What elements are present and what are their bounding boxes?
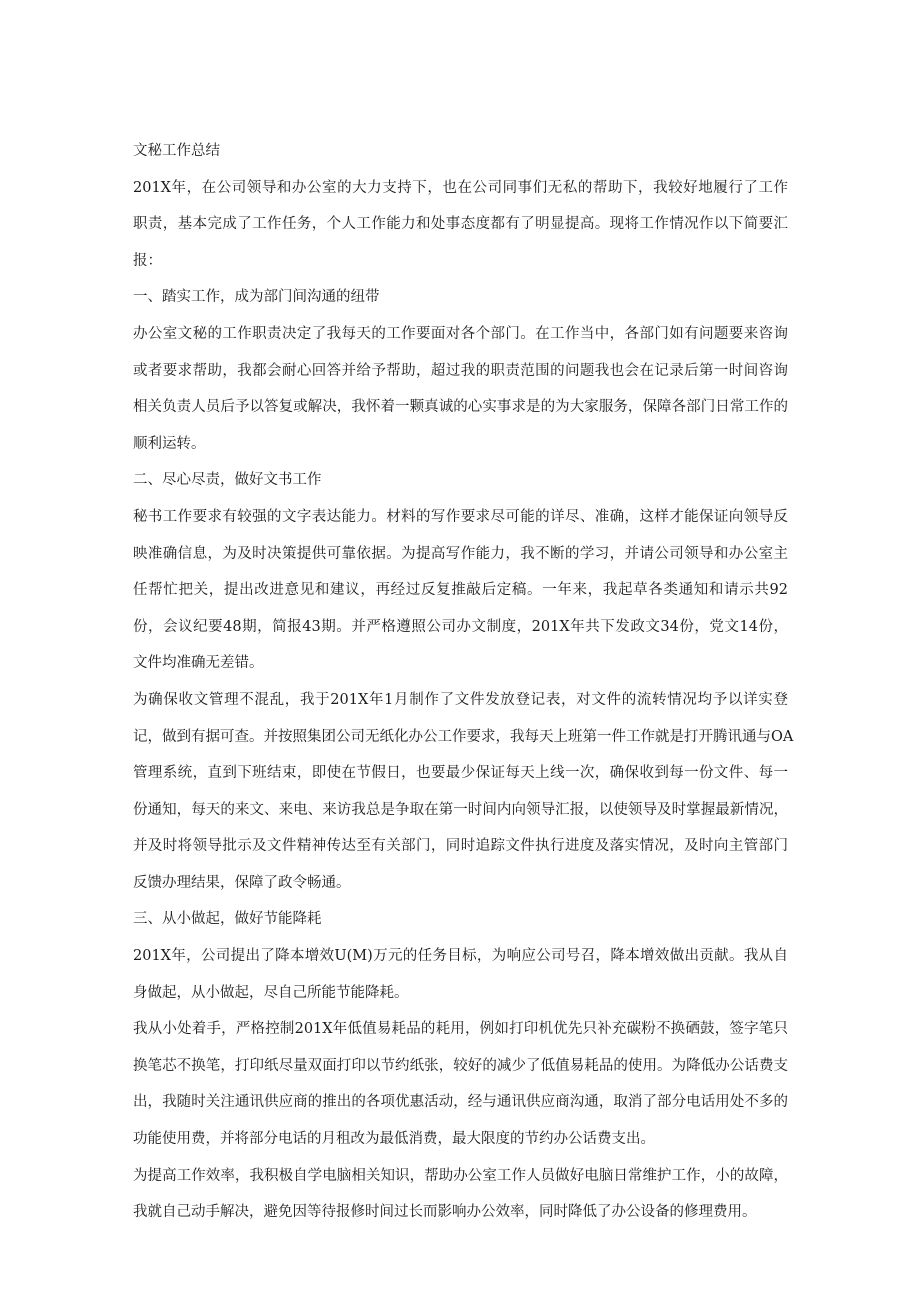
paragraph-line: 功能使用费，并将部分电话的月租改为最低消费，最大限度的节约办公话费支出。	[133, 1131, 655, 1148]
paragraph-line: 我就自己动手解决，避免因等待报修时间过长而影响办公效率，同时降低了办公设备的修理费用。	[133, 1204, 757, 1221]
paragraph-line: 身做起，从小做起，尽自己所能节能降耗。	[133, 984, 409, 1001]
paragraph-line: 任帮忙把关，提出改进意见和建议，再经过反复推敲后定稿。一年来，我起草各类通知和请示共92	[133, 582, 788, 599]
paragraph-section-2b	[133, 682, 794, 902]
paragraph-line: 为确保收文管理不混乱，我于201X年1月制作了文件发放登记表，对文件的流转情况均予以详实登	[133, 691, 788, 708]
section-heading-1: 一、踏实工作，成为部门间沟通的纽带	[133, 289, 380, 306]
paragraph-line: 换笔芯不换笔，打印纸尽量双面打印以节约纸张，较好的减少了低值易耗品的使用。为降低办公话费支	[133, 1057, 788, 1074]
paragraph-line: 顺利运转。	[133, 435, 206, 452]
paragraph-line: 记，做到有据可查。并按照集团公司无纸化办公工作要求，我每天上班第一件工作就是打开腾讯通与OA	[133, 728, 794, 745]
paragraph-intro	[133, 170, 788, 280]
paragraph-line: 我从小处着手，严格控制201X年低值易耗品的耗用，例如打印机优先只补充碳粉不换硒鼓，签字笔只	[133, 1021, 788, 1038]
paragraph-line: 秘书工作要求有较强的文字表达能力。材料的写作要求尽可能的详尽、准确，这样才能保证向领导反	[133, 508, 788, 525]
paragraph-line: 出，我随时关注通讯供应商的推出的各项优惠活动，经与通讯供应商沟通，取消了部分电话用处不多的	[133, 1094, 788, 1111]
paragraph-line: 映准确信息，为及时决策提供可靠依据。为提高写作能力，我不断的学习，并请公司领导和办公室主	[133, 545, 788, 562]
paragraph-line: 文件均准确无差错。	[133, 655, 264, 672]
section-heading-2: 二、尽心尽责，做好文书工作	[133, 472, 322, 489]
paragraph-line: 反馈办理结果，保障了政令畅通。	[133, 874, 351, 891]
document-title: 文秘工作总结	[133, 143, 220, 159]
paragraph-section-2a	[133, 499, 788, 682]
paragraph-line: 份，会议纪要48期，简报43期。并严格遵照公司办文制度，201X年共下发政文34份，党文14份，	[133, 618, 788, 635]
section-heading-3: 三、从小做起，做好节能降耗	[133, 911, 322, 928]
paragraph-line: 管理系统，直到下班结束，即使在节假日，也要最少保证每天上线一次，确保收到每一份文件、每一	[133, 765, 788, 782]
paragraph-line: 201X年，公司提出了降本增效U(M)万元的任务目标，为响应公司号召，降本增效做出贡献。我从自	[133, 948, 788, 965]
paragraph-line: 201X年，在公司领导和办公室的大力支持下，也在公司同事们无私的帮助下，我较好地履行了工作	[133, 179, 788, 196]
paragraph-line: 份通知，每天的来文、来电、来访我总是争取在第一时间内向领导汇报，以使领导及时掌握最新情况，	[133, 801, 788, 818]
paragraph-section-3b	[133, 1011, 788, 1157]
paragraph-section-1	[133, 316, 788, 462]
paragraph-line: 报：	[133, 252, 162, 269]
paragraph-section-3a	[133, 938, 788, 1011]
paragraph-line: 或者要求帮助，我都会耐心回答并给予帮助，超过我的职责范围的问题我也会在记录后第一时间咨询	[133, 362, 788, 379]
paragraph-line: 办公室文秘的工作职责决定了我每天的工作要面对各个部门。在工作当中，各部门如有问题要来咨询	[133, 325, 788, 342]
paragraph-line: 为提高工作效率，我积极自学电脑相关知识，帮助办公室工作人员做好电脑日常维护工作，小的故障，	[133, 1167, 788, 1184]
paragraph-section-3c	[133, 1158, 788, 1231]
document-body	[133, 133, 794, 1231]
paragraph-line: 职责，基本完成了工作任务，个人工作能力和处事态度都有了明显提高。现将工作情况作以下简要汇	[133, 216, 788, 233]
paragraph-line: 相关负责人员后予以答复或解决，我怀着一颗真诚的心实事求是的为大家服务，保障各部门日常工作的	[133, 399, 788, 416]
paragraph-line: 并及时将领导批示及文件精神传达至有关部门，同时追踪文件执行进度及落实情况，及时向主管部门	[133, 838, 788, 855]
